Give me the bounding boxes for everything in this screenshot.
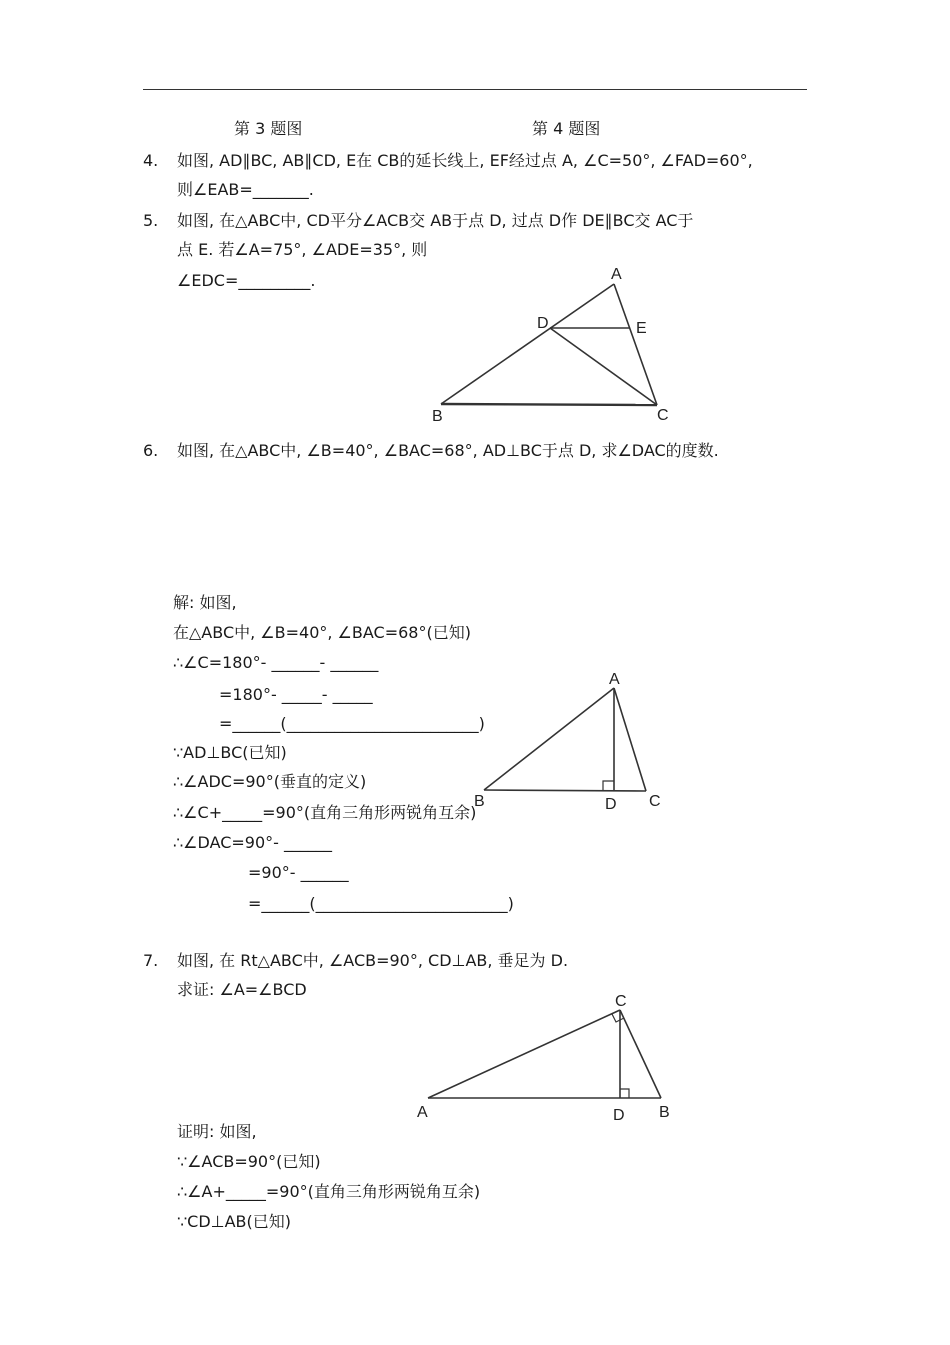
q7-side-ac (428, 1010, 620, 1098)
q4-text-line2: 则∠EAB=_______. (177, 180, 314, 199)
q5-label-e: E (636, 320, 647, 337)
q7-label-b: B (659, 1104, 670, 1121)
q4-number: 4. (143, 151, 159, 170)
q7-right-angle-mark-d (620, 1089, 629, 1098)
q7-label-a: A (417, 1104, 428, 1121)
q5-label-b: B (432, 408, 443, 425)
q6-label-a: A (609, 671, 620, 688)
q6-solution-line: ∴∠C+_____=90°(直角三角形两锐角互余) (173, 803, 477, 822)
q7-side-cb (620, 1010, 661, 1098)
q6-solution-line: =______(________________________) (219, 714, 485, 733)
q5-number: 5. (143, 211, 159, 230)
q4-text-line1: 如图, AD∥BC, AB∥CD, E在 CB的延长线上, EF经过点 A, ∠C=50°, ∠FAD=60°, (177, 151, 753, 170)
q6-text-line1: 如图, 在△ABC中, ∠B=40°, ∠BAC=68°, AD⊥BC于点 D, 求∠DAC的度数. (177, 441, 719, 460)
q7-label-c: C (615, 993, 627, 1010)
q5-text-line2: 点 E. 若∠A=75°, ∠ADE=35°, 则 (177, 240, 428, 259)
q7-proof-line: ∵∠ACB=90°(已知) (177, 1152, 321, 1171)
q5-label-a: A (611, 266, 622, 283)
q6-solution-line: 解: 如图, (173, 593, 237, 612)
q7-proof-line: 证明: 如图, (177, 1122, 257, 1141)
q7-label-d: D (613, 1107, 625, 1124)
q6-solution-line: =90°- ______ (248, 863, 349, 882)
q6-number: 6. (143, 441, 159, 460)
q6-solution-line: 在△ABC中, ∠B=40°, ∠BAC=68°(已知) (173, 623, 471, 642)
q6-label-d: D (605, 796, 617, 813)
q6-solution-line: ∴∠DAC=90°- ______ (173, 833, 333, 852)
q6-solution-line: =______(________________________) (248, 894, 514, 913)
q5-text-line3: ∠EDC=_________. (177, 271, 316, 290)
q5-label-d: D (537, 315, 549, 332)
q6-solution-line: ∴∠C=180°- ______- ______ (173, 653, 379, 672)
q7-text-line2: 求证: ∠A=∠BCD (177, 980, 307, 999)
q5-label-c: C (657, 407, 669, 424)
caption-fig4: 第 4 题图 (532, 119, 601, 138)
q7-number: 7. (143, 951, 159, 970)
caption-fig3: 第 3 题图 (234, 119, 303, 138)
q6-solution-line: ∴∠ADC=90°(垂直的定义) (173, 772, 367, 791)
q6-label-b: B (474, 793, 485, 810)
q6-label-c: C (649, 793, 661, 810)
q7-text-line1: 如图, 在 Rt△ABC中, ∠ACB=90°, CD⊥AB, 垂足为 D. (177, 951, 569, 970)
q7-proof-line: ∵CD⊥AB(已知) (177, 1212, 292, 1231)
q6-solution-line: =180°- _____- _____ (219, 685, 373, 704)
q5-text-line1: 如图, 在△ABC中, CD平分∠ACB交 AB于点 D, 过点 D作 DE∥BC交 AC于 (177, 211, 694, 230)
q6-solution-line: ∵AD⊥BC(已知) (173, 743, 287, 762)
q7-proof-line: ∴∠A+_____=90°(直角三角形两锐角互余) (177, 1182, 481, 1201)
